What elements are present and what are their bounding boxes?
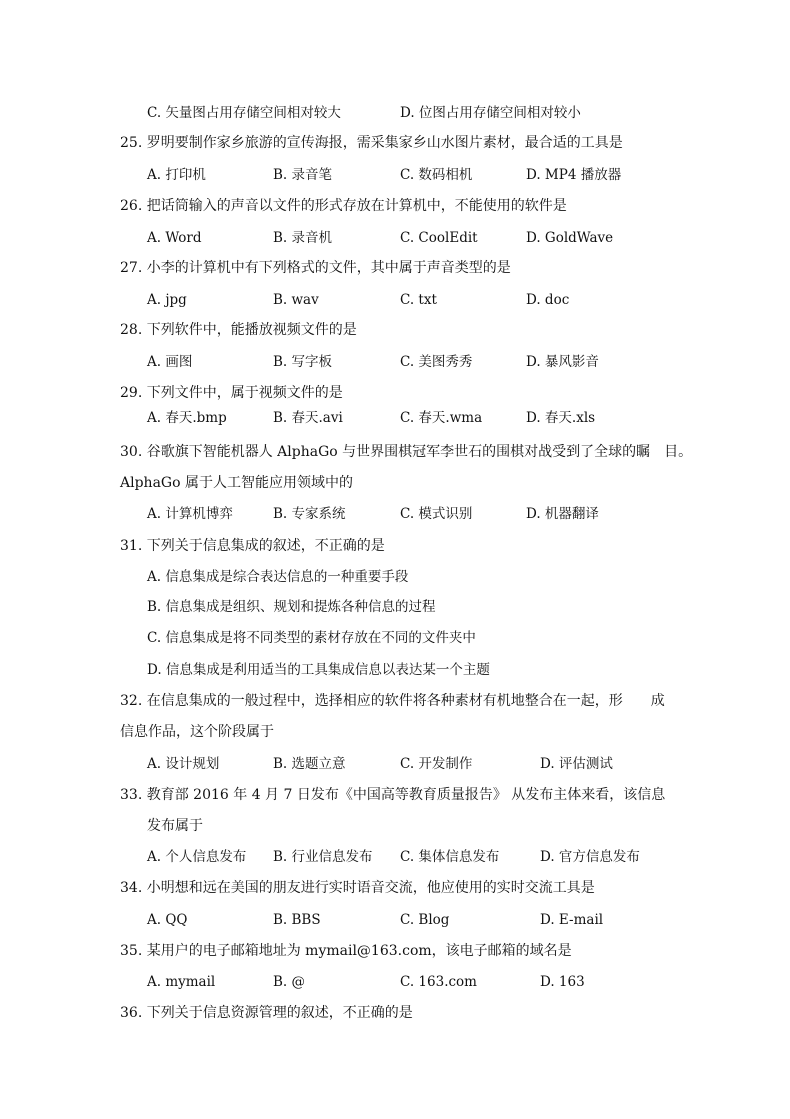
- q35-option-c: C. 163.com: [400, 974, 477, 990]
- q32-option-d: D. 评估测试: [540, 756, 613, 772]
- q25-option-c: C. 数码相机: [400, 167, 473, 183]
- q31-option-a: A. 信息集成是综合表达信息的一种重要手段: [147, 569, 409, 585]
- q29-option-c: C. 春天.wma: [400, 410, 483, 426]
- q33-option-a: A. 个人信息发布: [147, 849, 247, 865]
- q31-option-c: C. 信息集成是将不同类型的素材存放在不同的文件夹中: [147, 630, 476, 646]
- q26-option-d: D. GoldWave: [526, 230, 614, 246]
- q26-stem: 26. 把话筒输入的声音以文件的形式存放在计算机中，不能使用的软件是: [120, 198, 567, 214]
- q34-option-b: B. BBS: [273, 912, 321, 928]
- q33-option-c: C. 集体信息发布: [400, 849, 500, 865]
- q27-option-d: D. doc: [526, 292, 570, 308]
- q25-option-a: A. 打印机: [147, 167, 206, 183]
- q30-option-a: A. 计算机博弈: [147, 506, 233, 522]
- q27-stem: 27. 小李的计算机中有下列格式的文件，其中属于声音类型的是: [120, 260, 511, 276]
- q28-option-d: D. 暴风影音: [526, 354, 599, 370]
- q26-option-a: A. Word: [147, 230, 202, 246]
- q32-stem-line1: 32. 在信息集成的一般过程中，选择相应的软件将各种素材有机地整合在一起，形 成: [120, 693, 665, 709]
- q29-option-d: D. 春天.xls: [526, 410, 596, 426]
- q29-option-b: B. 春天.avi: [273, 410, 343, 426]
- q26-option-b: B. 录音机: [273, 230, 333, 246]
- q25-option-b: B. 录音笔: [273, 167, 333, 183]
- q35-option-a: A. mymail: [147, 974, 216, 990]
- q32-option-b: B. 选题立意: [273, 756, 346, 772]
- q30-option-b: B. 专家系统: [273, 506, 346, 522]
- q29-option-a: A. 春天.bmp: [147, 410, 227, 426]
- q30-option-d: D. 机器翻译: [526, 506, 599, 522]
- q33-option-d: D. 官方信息发布: [540, 849, 640, 865]
- q35-stem: 35. 某用户的电子邮箱地址为 mymail@163.com，该电子邮箱的域名是: [120, 943, 572, 959]
- q33-option-b: B. 行业信息发布: [273, 849, 373, 865]
- q34-stem: 34. 小明想和远在美国的朋友进行实时语音交流，他应使用的实时交流工具是: [120, 880, 595, 896]
- q25-stem: 25. 罗明要制作家乡旅游的宣传海报，需采集家乡山水图片素材，最合适的工具是: [120, 135, 623, 151]
- q30-option-c: C. 模式识别: [400, 506, 473, 522]
- q34-option-a: A. QQ: [147, 912, 188, 928]
- q26-option-c: C. CoolEdit: [400, 230, 478, 246]
- q27-option-a: A. jpg: [147, 292, 187, 308]
- q31-option-b: B. 信息集成是组织、规划和提炼各种信息的过程: [147, 599, 436, 615]
- q31-option-d: D. 信息集成是利用适当的工具集成信息以表达某一个主题: [147, 662, 490, 678]
- q35-option-d: D. 163: [540, 974, 585, 990]
- q32-stem-line2: 信息作品，这个阶段属于: [120, 724, 274, 740]
- q27-option-b: B. wav: [273, 292, 319, 308]
- q34-option-d: D. E-mail: [540, 912, 604, 928]
- q32-option-c: C. 开发制作: [400, 756, 473, 772]
- q30-stem-line1: 30. 谷歌旗下智能机器人 AlphaGo 与世界围棋冠军李世石的围棋对战受到了全球的瞩 目。: [120, 444, 693, 460]
- q35-option-b: B. @: [273, 974, 306, 990]
- q28-option-b: B. 写字板: [273, 354, 333, 370]
- q29-stem: 29. 下列文件中，属于视频文件的是: [120, 385, 343, 401]
- q25-option-d: D. MP4 播放器: [526, 167, 622, 183]
- q27-option-c: C. txt: [400, 292, 437, 308]
- q32-option-a: A. 设计规划: [147, 756, 220, 772]
- q24-option-d: D. 位图占用存储空间相对较小: [400, 105, 581, 121]
- q31-stem: 31. 下列关于信息集成的叙述，不正确的是: [120, 538, 385, 554]
- q24-option-c: C. 矢量图占用存储空间相对较大: [147, 105, 341, 121]
- q30-stem-line2: AlphaGo 属于人工智能应用领域中的: [120, 475, 353, 491]
- q34-option-c: C. Blog: [400, 912, 450, 928]
- q28-option-c: C. 美图秀秀: [400, 354, 473, 370]
- q33-stem-line2: 发布属于: [147, 818, 203, 834]
- q33-stem-line1: 33. 教育部 2016 年 4 月 7 日发布《中国高等教育质量报告》 从发布主体来看，该信息: [120, 787, 666, 803]
- q28-stem: 28. 下列软件中，能播放视频文件的是: [120, 322, 357, 338]
- q28-option-a: A. 画图: [147, 354, 193, 370]
- q36-stem: 36. 下列关于信息资源管理的叙述，不正确的是: [120, 1005, 413, 1021]
